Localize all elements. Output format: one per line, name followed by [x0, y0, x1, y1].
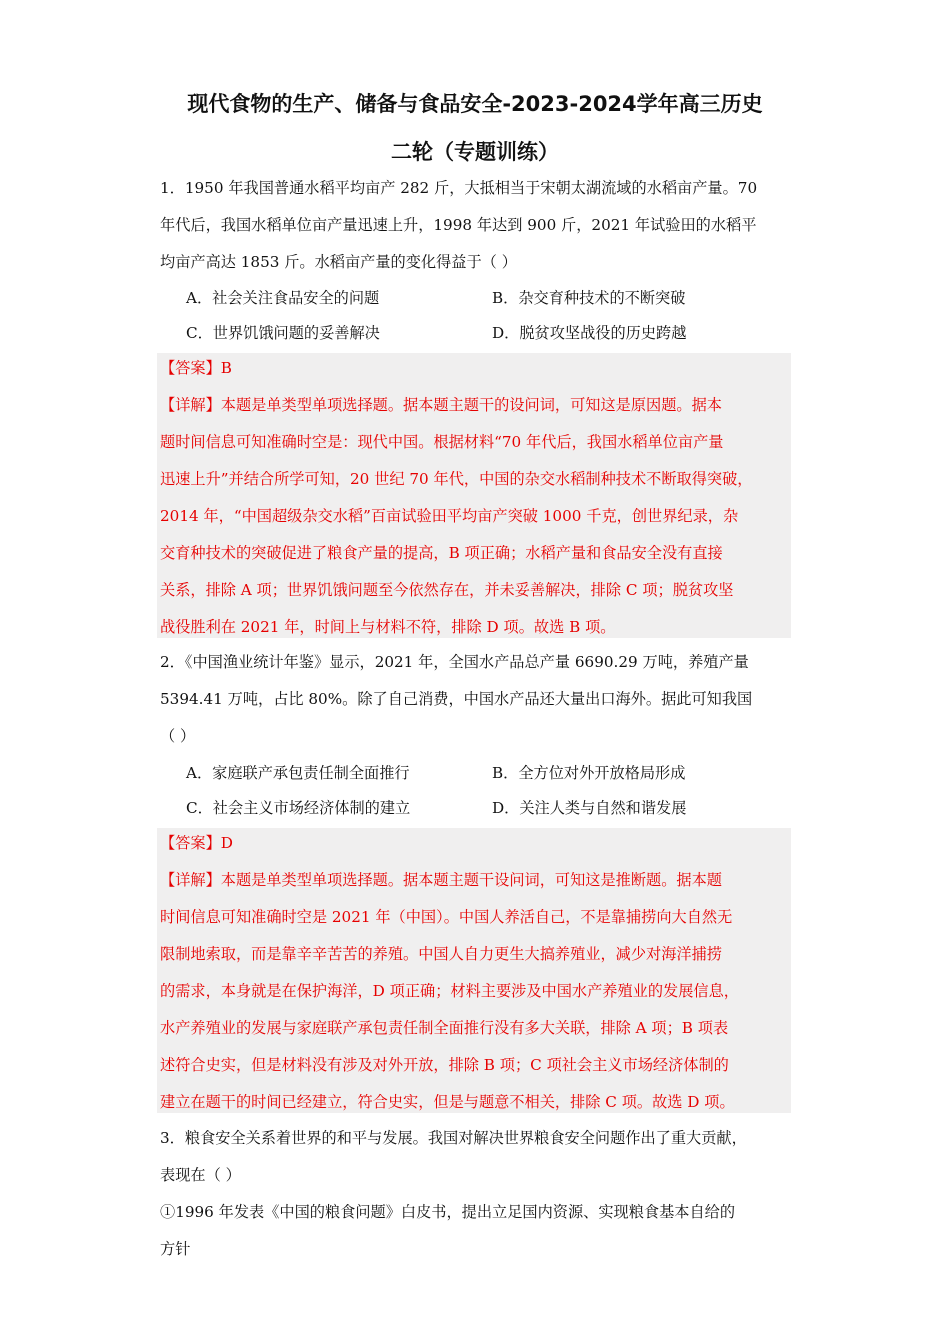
q2-answer: 【答案】D: [160, 834, 233, 852]
q2-detail-line-6: 述符合史实，但是材料没有涉及对外开放，排除 B 项；C 项社会主义市场经济体制的: [160, 1056, 729, 1074]
q1-detail-line-7: 战役胜利在 2021 年，时间上与材料不符，排除 D 项。故选 B 项。: [160, 618, 616, 636]
q1-detail-line-5: 交育种技术的突破促进了粮食产量的提高，B 项正确；水稻产量和食品安全没有直接: [160, 544, 723, 562]
q3-stem-line-2: 表现在（ ）: [160, 1166, 241, 1184]
q1-option-d: D．脱贫攻坚战役的历史跨越: [492, 324, 687, 342]
q1-option-c: C．世界饥饿问题的妥善解决: [186, 324, 380, 342]
q1-detail-line-3: 迅速上升”并结合所学可知，20 世纪 70 年代，中国的杂交水稻制种技术不断取得突破，: [160, 470, 753, 488]
q3-stem-line-1: 3．粮食安全关系着世界的和平与发展。我国对解决世界粮食安全问题作出了重大贡献，: [160, 1129, 747, 1147]
q1-detail-line-2: 题时间信息可知准确时空是：现代中国。根据材料“70 年代后，我国水稻单位亩产量: [160, 433, 724, 451]
q2-stem-line-3: （ ）: [160, 727, 196, 745]
q2-stem-line-1: 2．《中国渔业统计年鉴》显示，2021 年，全国水产品总产量 6690.29 万吨，养殖产量: [160, 653, 749, 671]
q1-stem-line-1: 1．1950 年我国普通水稻平均亩产 282 斤，大抵相当于宋朝太湖流域的水稻亩产量。70: [160, 179, 758, 197]
q2-option-b: B．全方位对外开放格局形成: [492, 764, 686, 782]
q2-option-c: C．社会主义市场经济体制的建立: [186, 799, 411, 817]
q2-option-d: D．关注人类与自然和谐发展: [492, 799, 687, 817]
document-title-line-2: 二轮（专题训练）: [391, 140, 559, 164]
q2-detail-line-7: 建立在题干的时间已经建立，符合史实，但是与题意不相关，排除 C 项。故选 D 项。: [160, 1093, 735, 1111]
q3-item-1-line-2: 方针: [160, 1240, 191, 1258]
q2-detail-line-4: 的需求，本身就是在保护海洋，D 项正确；材料主要涉及中国水产养殖业的发展信息，: [160, 982, 739, 1000]
q2-option-a: A．家庭联产承包责任制全面推行: [186, 764, 410, 782]
q2-detail-line-5: 水产养殖业的发展与家庭联产承包责任制全面推行没有多大关联，排除 A 项；B 项表: [160, 1019, 729, 1037]
document-title-line-1: 现代食物的生产、储备与食品安全-2023-2024学年高三历史: [187, 92, 763, 116]
q3-item-1-line-1: ①1996 年发表《中国的粮食问题》白皮书，提出立足国内资源、实现粮食基本自给的: [160, 1203, 736, 1221]
q1-detail-line-6: 关系，排除 A 项；世界饥饿问题至今依然存在，并未妥善解决，排除 C 项；脱贫攻坚: [160, 581, 734, 599]
q2-stem-line-2: 5394.41 万吨，占比 80%。除了自己消费，中国水产品还大量出口海外。据此可知我国: [160, 690, 753, 708]
q1-stem-line-3: 均亩产高达 1853 斤。水稻亩产量的变化得益于（ ）: [160, 253, 517, 271]
q1-option-a: A．社会关注食品安全的问题: [186, 289, 380, 307]
q1-stem-line-2: 年代后，我国水稻单位亩产量迅速上升，1998 年达到 900 斤，2021 年试验田的水稻平: [160, 216, 757, 234]
q2-detail-line-1: 【详解】本题是单类型单项选择题。据本题主题干设问词，可知这是推断题。据本题: [160, 871, 722, 889]
q1-detail-line-1: 【详解】本题是单类型单项选择题。据本题主题干的设问词，可知这是原因题。据本: [160, 396, 722, 414]
q1-option-b: B．杂交育种技术的不断突破: [492, 289, 686, 307]
q2-detail-line-3: 限制地索取，而是靠辛辛苦苦的养殖。中国人自力更生大搞养殖业，减少对海洋捕捞: [160, 945, 722, 963]
q2-detail-line-2: 时间信息可知准确时空是 2021 年（中国）。中国人养活自己，不是靠捕捞向大自然无: [160, 908, 733, 926]
q1-answer: 【答案】B: [160, 359, 232, 377]
q1-detail-line-4: 2014 年，“中国超级杂交水稻”百亩试验田平均亩产突破 1000 千克，创世界纪录，杂: [160, 507, 739, 525]
